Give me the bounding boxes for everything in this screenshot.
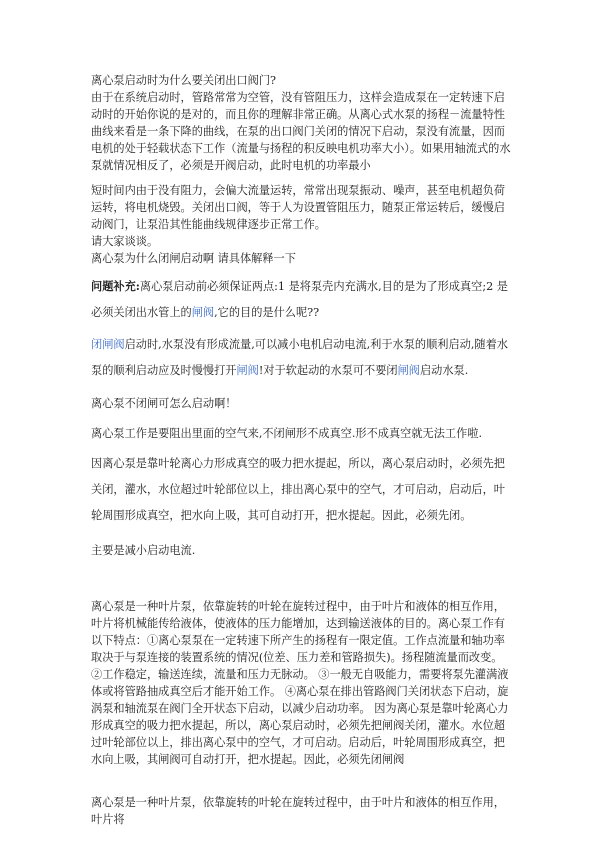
gate-valve-link-3[interactable]: 闸阀 [397,364,420,377]
section-1-paragraph-3: 请大家谈谈。 [91,235,159,248]
answer-1-text-3: 启动水泵. [419,364,469,377]
gate-valve-link-2[interactable]: 闸阀 [236,364,259,377]
answer-1-text-2: !对于软起动的水泵可不要闭 [258,364,398,377]
question-supplement [91,273,513,326]
answer-1 [91,332,513,384]
supplement-text: 离心泵启动前必须保证两点:1 是将泵壳内充满水,目的是为了形成真空;2 是必须关闭出水管上的 [91,280,508,319]
section-3-paragraph-2: 离心泵是一种叶片泵，依靠旋转的叶轮在旋转过程中，由于叶片和液体的相互作用，叶片将 [91,796,505,826]
section-1-intro [91,72,513,174]
section-1-continued [91,182,513,250]
question-title: 离心泵为什么闭闸启动啊 请具体解释一下 [91,252,296,265]
answer-3: 离心泵工作是要阻出里面的空气来,不闭闸形不成真空.形不成真空就无法工作啦. [91,427,483,440]
gate-valve-link[interactable]: 闸阀 [191,306,215,319]
supplement-tail: ,它的目的是什么呢?? [214,306,320,319]
answer-4: 因离心泵是靠叶轮离心力形成真空的吸力把水提起，所以，离心泵启动时，必须先把关闭，灌水，水位超过叶轮部位以上，排出离心泵中的空气，才可启动，启动后，叶轮周围形成真空，把水向上吸，其可自动打开，把水提起。因此，必须先闭。 [91,457,505,522]
supplement-label: 问题补充: [91,279,140,293]
section-1-paragraph-2: 短时间内由于没有阻力，会偏大流量运转，常常出现泵振动、噪声，甚至电机超负荷运转，将电机烧毁。关闭出口阀，等于人为设置管阻压力，随泵正常运转后，缓慢启动阀门，让泵沿其性能曲线规律逐步正常工作。 [91,184,505,231]
section-3-paragraph-1: 离心泵是一种叶片泵，依靠旋转的叶轮在旋转过程中，由于叶片和液体的相互作用，叶片将机械能传给液体，使液体的压力能增加，达到输送液体的目的。离心泵工作有以下特点：①离心泵泵在一定转速下所产生的扬程有一限定值。工作点流量和轴功率取决于与泵连接的装置系统的情况(位差、压力差和管路损失)。扬程随流量而改变。 ②工作稳定，输送连续，流量和压力无脉动。 ③一般无自吸能力，需要将泵先灌满液体或将管路抽成真空后才能开始工作。 ④离心泵在排出管路阀门关闭状态下启动，旋涡泵和轴流泵在阀门全开状态下启动，以减少启动功率。 因为离心泵是靠叶轮离心力形成真空的吸力把水提起，所以，离心泵启动时，必须先把闸阀关闭，灌水。水位超过叶轮部位以上，排出离心泵中的空气，才可启动。启动后，叶轮周围形成真空，把水向上吸，其闸阀可自动打开，把水提起。因此，必须先闭闸阀 [91,600,509,766]
section-1-paragraph-1: 由于在系统启动时，管路常常为空管，没有管阻压力，这样会造成泵在一定转速下启动时的开始你说的是对的，而且你的理解非常正确。从离心式水泵的扬程－流量特性曲线来看是一条下降的曲线，在泵的出口阀门关闭的情况下启动，泵没有流量，因而电机的处于轻载状态下工作（流量与扬程的积反映电机功率大小）。如果用轴流式的水泵就情况相反了，必须是开阀启动，此时电机的功率最小 [91,91,511,172]
answer-5: 主要是减小启动电流. [91,544,196,557]
answer-1-text-1: 启动时,水泵没有形成流量,可以减小电机启动电流,利于水泵的顺利启动,随着水泵的顺利启动应及时慢慢打开 [91,338,508,377]
answer-2: 离心泵不闭闸可怎么启动啊！ [91,397,237,410]
closed-gate-valve-link[interactable]: 闭闸阀 [91,338,125,351]
section-1-title: 离心泵启动时为什么要关闭出口阀门? [91,74,276,87]
